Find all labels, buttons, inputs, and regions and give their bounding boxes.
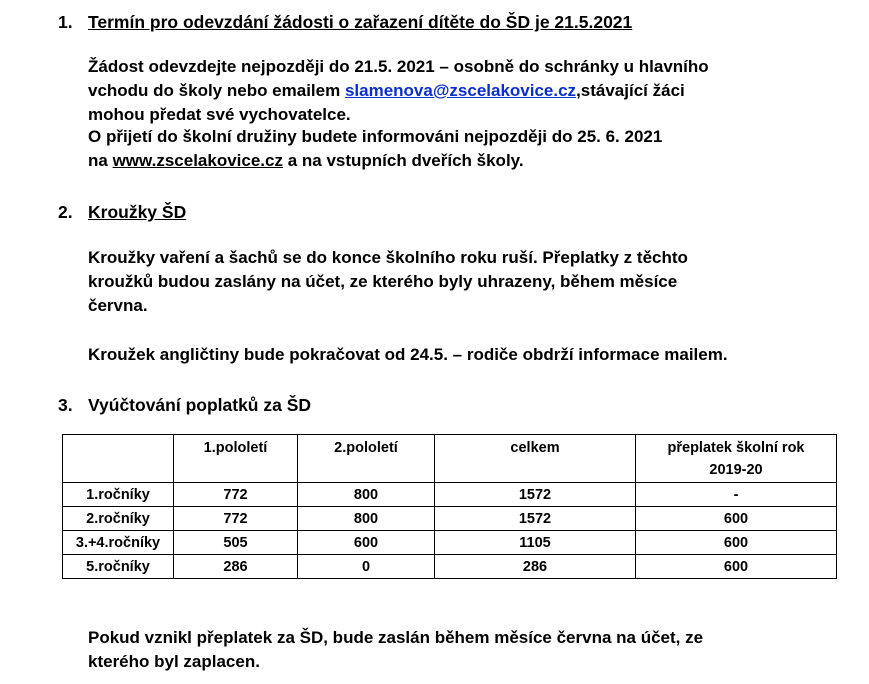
table-cell: 1572	[435, 507, 636, 531]
section-2-paragraph-1	[88, 246, 688, 318]
text-line	[88, 149, 662, 173]
table-cell: 286	[435, 555, 636, 579]
text-line: Pokud vznikl přeplatek za ŠD, bude zaslán během měsíce června na účet, ze	[88, 628, 704, 647]
table-cell: 600	[636, 507, 837, 531]
fees-table	[62, 434, 837, 579]
text-line: mohou předat své vychovatelce.	[88, 105, 351, 124]
table-cell: 772	[174, 483, 298, 507]
section-2-number: 2.	[58, 202, 73, 222]
table-cell: 600	[636, 531, 837, 555]
refund-note	[88, 626, 703, 674]
section-3-heading: Vyúčtování poplatků za ŠD	[88, 395, 312, 415]
section-1-paragraph-1	[88, 55, 709, 127]
table-cell: 505	[174, 531, 298, 555]
table-header-cell: 2.pololetí	[298, 435, 435, 483]
table-cell: 5.ročníky	[63, 555, 174, 579]
text-line	[88, 79, 709, 103]
table-cell: 2.ročníky	[63, 507, 174, 531]
text-fragment: a na vstupních dveřích školy.	[282, 151, 524, 170]
table-row	[63, 483, 837, 507]
table-cell: 286	[174, 555, 298, 579]
section-1-heading: Termín pro odevzdání žádosti o zařazení dítěte do ŠD je 21.5.2021	[88, 12, 633, 32]
table-cell: 800	[298, 483, 435, 507]
table-cell: 772	[174, 507, 298, 531]
table-cell: 1572	[435, 483, 636, 507]
text-line: června.	[88, 296, 148, 315]
table-cell: 1105	[435, 531, 636, 555]
section-1-number: 1.	[58, 12, 73, 32]
text-fragment: vchodu do školy nebo emailem	[88, 81, 345, 100]
website-link[interactable]: www.zscelakovice.cz	[112, 151, 283, 170]
table-header-cell: celkem	[435, 435, 636, 483]
text-line: Žádost odevzdejte nejpozději do 21.5. 2021 – osobně do schránky u hlavního	[88, 57, 709, 76]
table-header-row	[63, 435, 837, 483]
email-link[interactable]: slamenova@zscelakovice.cz	[344, 81, 577, 100]
table-cell: 600	[636, 555, 837, 579]
table-header-cell	[63, 435, 174, 483]
text-fragment: na	[88, 151, 113, 170]
table-cell: -	[636, 483, 837, 507]
section-3-number: 3.	[58, 395, 73, 415]
table-cell: 800	[298, 507, 435, 531]
text-line: Kroužky vaření a šachů se do konce školního roku ruší. Přeplatky z těchto	[88, 248, 688, 267]
text-line: kterého byl zaplacen.	[88, 652, 260, 671]
table-header-cell: přeplatek školní rok 2019-20	[636, 435, 837, 483]
table-row	[63, 531, 837, 555]
text-line: O přijetí do školní družiny budete informováni nejpozději do 25. 6. 2021	[88, 127, 663, 146]
table-header-cell: 1.pololetí	[174, 435, 298, 483]
section-2-paragraph-2: Kroužek angličtiny bude pokračovat od 24.5. – rodiče obdrží informace mailem.	[88, 345, 728, 364]
text-line: kroužků budou zaslány na účet, ze kterého byly uhrazeny, během měsíce	[88, 272, 678, 291]
table-row	[63, 507, 837, 531]
table-cell: 3.+4.ročníky	[63, 531, 174, 555]
table-cell: 0	[298, 555, 435, 579]
text-fragment: ,stávající žáci	[576, 81, 685, 100]
table-row	[63, 555, 837, 579]
section-1-paragraph-2	[88, 125, 662, 173]
section-2-heading: Kroužky ŠD	[88, 202, 187, 222]
table-cell: 600	[298, 531, 435, 555]
table-cell: 1.ročníky	[63, 483, 174, 507]
